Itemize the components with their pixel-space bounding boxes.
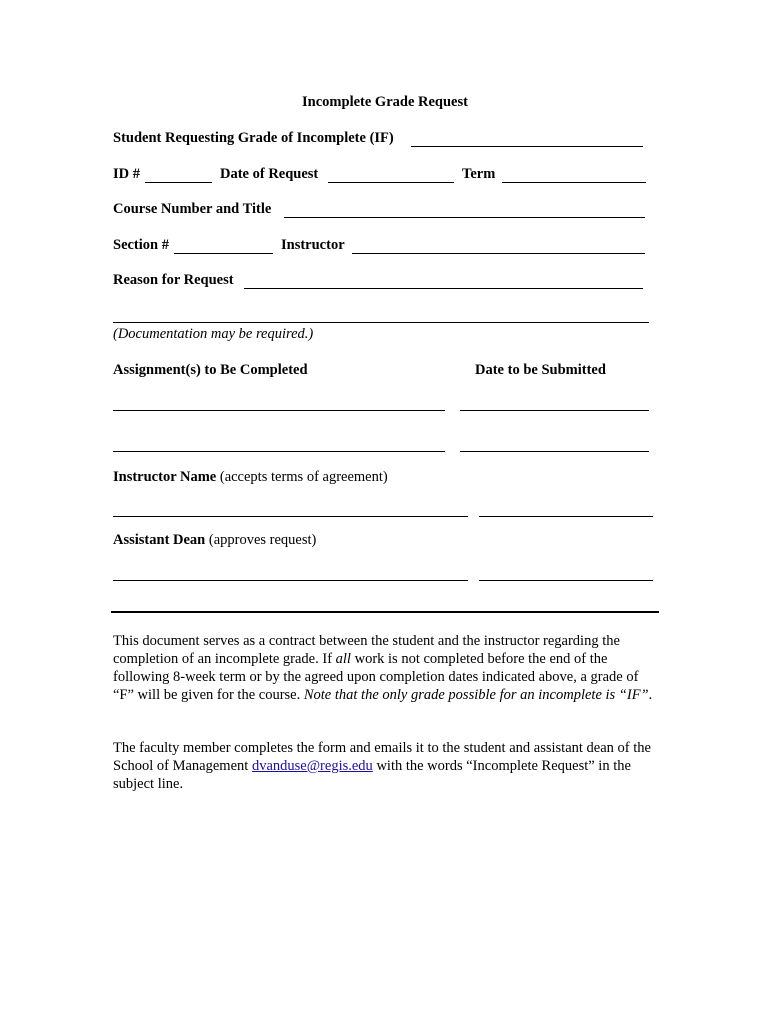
dean-label: Assistant Dean [113,532,206,548]
assignment-field-2[interactable] [113,451,445,452]
documentation-note: (Documentation may be required.) [113,326,314,342]
dean-date-field[interactable] [479,580,653,581]
section-label: Section # [113,237,169,253]
contract-text-1: This document serves as a contract between the student and the instructor regarding the completion of an incomplete grade. If [113,633,620,667]
reason-field[interactable] [244,288,643,289]
instructor-date-field[interactable] [479,516,653,517]
term-label: Term [462,166,496,182]
contract-text-end: . [648,687,653,703]
section-divider [111,611,659,613]
section-field[interactable] [174,253,273,254]
instructor-name-label: Instructor Name [113,469,217,485]
instructions-text-2: with the words “Incomplete Request” in the subject line. [113,758,631,792]
assignments-header: Assignment(s) to Be Completed [113,362,308,378]
contract-italic-note: Note that the only grade possible for an incomplete is “IF” [303,687,649,703]
instructor-signature-field[interactable] [113,516,468,517]
dean-email-link[interactable]: dvanduse@regis.edu [251,758,373,774]
assignment-field-1[interactable] [113,410,445,411]
date-submitted-header: Date to be Submitted [475,362,606,378]
date-of-request-field[interactable] [328,182,454,183]
date-submitted-field-1[interactable] [460,410,649,411]
dean-note: (approves request) [208,532,317,548]
student-field[interactable] [411,146,643,147]
page-title: Incomplete Grade Request [302,94,468,110]
instructor-name-row [113,469,388,486]
contract-paragraph [113,632,658,704]
dean-signature-field[interactable] [113,580,468,581]
date-submitted-field-2[interactable] [460,451,649,452]
instructions-text-1: The faculty member completes the form and emails it to the student and assistant dean of the School of Management [113,740,651,774]
id-field[interactable] [145,182,212,183]
term-field[interactable] [502,182,646,183]
instructor-label: Instructor [281,237,345,253]
instructor-note: (accepts terms of agreement) [219,469,388,485]
reason-label: Reason for Request [113,272,234,288]
course-label: Course Number and Title [113,201,272,217]
date-of-request-label: Date of Request [220,166,319,182]
reason-field-continued[interactable] [113,322,649,323]
contract-emphasis-all: all [335,651,351,667]
contract-text-2: work is not completed before the end of the following 8-week term or by the agreed upon completion dates indicated above, a grade of “F” will be given for the course. [113,651,639,703]
course-field[interactable] [284,217,645,218]
instructor-field[interactable] [352,253,645,254]
dean-row [113,532,316,549]
id-label: ID # [113,166,140,182]
instructions-paragraph [113,739,658,793]
student-label: Student Requesting Grade of Incomplete (IF) [113,130,394,146]
